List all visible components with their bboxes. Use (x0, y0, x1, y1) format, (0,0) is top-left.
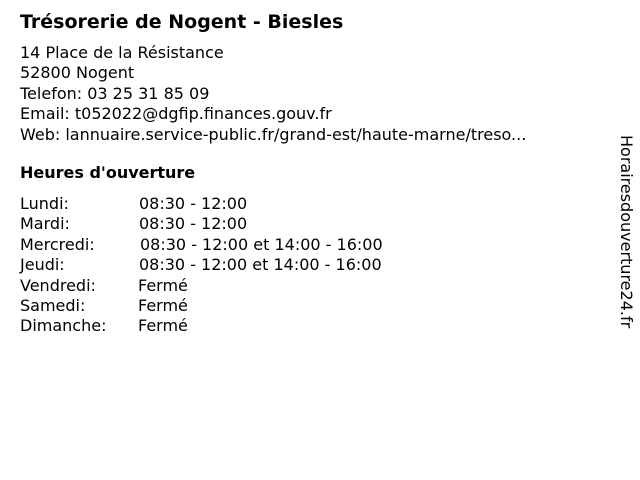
hours-heading: Heures d'ouverture (20, 163, 196, 182)
time-value: Fermé (138, 316, 188, 336)
day-label: Samedi: (20, 295, 86, 315)
phone-number: Telefon: 03 25 31 85 09 (20, 83, 210, 103)
email-address: Email: t052022@dgfip.finances.gouv.fr (20, 104, 332, 124)
city-postcode: 52800 Nogent (20, 63, 135, 83)
time-value: 08:30 - 12:00 et 14:00 - 16:00 (140, 234, 383, 254)
day-label: Lundi: (20, 194, 69, 213)
street-address: 14 Place de la Résistance (20, 43, 224, 62)
website-link: Web: lannuaire.service-public.fr/grand-est/haute-marne/treso... (20, 124, 527, 144)
day-label: Vendredi: (20, 275, 96, 295)
day-label: Dimanche: (20, 316, 107, 336)
time-value: 08:30 - 12:00 et 14:00 - 16:00 (139, 255, 382, 275)
business-title: Trésorerie de Nogent - Biesles (20, 11, 344, 33)
time-value: Fermé (138, 295, 188, 315)
time-value: Fermé (138, 275, 188, 295)
day-label: Jeudi: (20, 255, 65, 275)
address-block (20, 43, 526, 145)
watermark-text: Horairesdouverture24.fr (617, 135, 636, 329)
time-value: 08:30 - 12:00 (139, 194, 248, 213)
day-label: Mercredi: (20, 234, 95, 254)
day-label: Mardi: (20, 214, 70, 234)
time-value: 08:30 - 12:00 (139, 214, 248, 234)
watermark-vertical (614, 135, 636, 375)
